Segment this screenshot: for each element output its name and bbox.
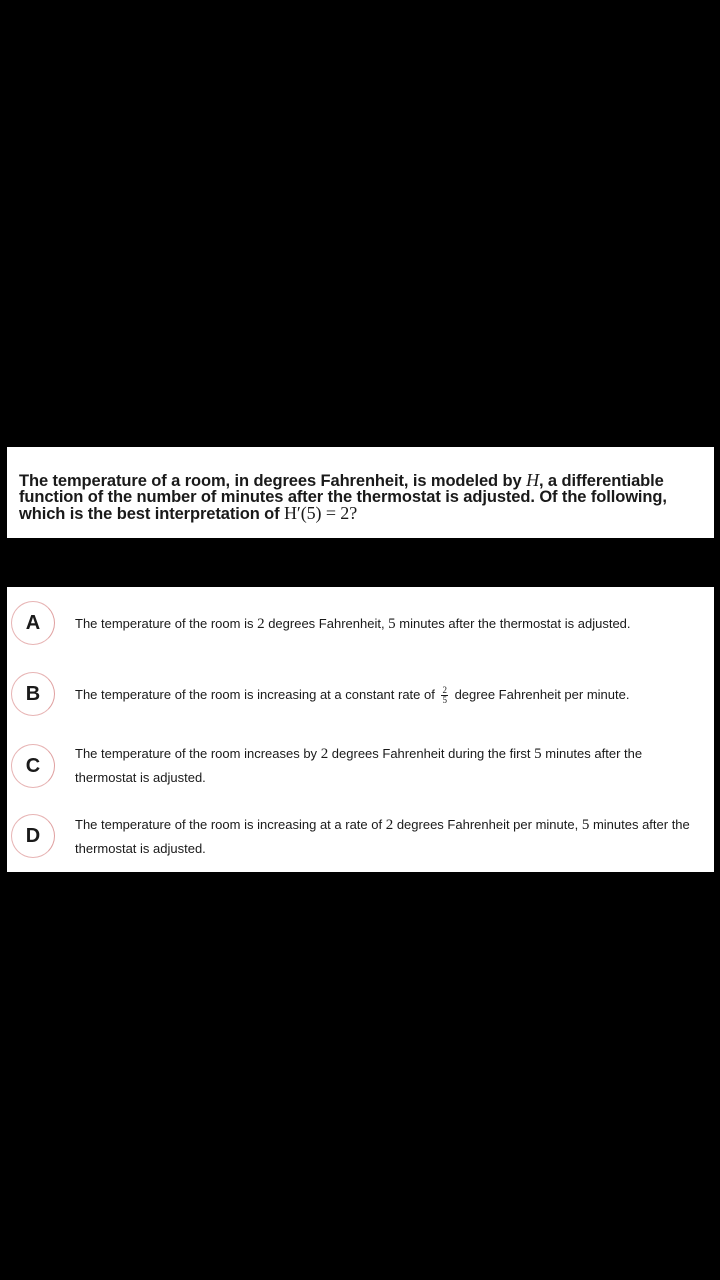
- choice-d-letter[interactable]: D: [11, 814, 55, 858]
- question-expression: H′(5) = 2: [284, 503, 350, 523]
- question-card: [7, 447, 714, 538]
- choice-d-text-2: degrees Fahrenheit per minute,: [393, 817, 582, 832]
- question-text: [19, 472, 702, 522]
- choice-a-text-3: minutes after the thermostat is adjusted.: [395, 616, 631, 631]
- choice-d-text-1: The temperature of the room is increasing at a rate of: [75, 817, 386, 832]
- choice-c-num-2: 5: [534, 746, 542, 762]
- choice-b-text: [75, 683, 706, 707]
- question-part-3: ?: [349, 503, 358, 523]
- choice-a-num-1: 2: [257, 616, 265, 632]
- choice-c-letter[interactable]: C: [11, 744, 55, 788]
- question-part-2: , a differentiable function of the number of minutes after the thermostat is adjusted. Of the following, which is the best interpretation of: [19, 472, 667, 523]
- choice-a-letter[interactable]: A: [11, 601, 55, 645]
- choice-a-text-1: The temperature of the room is: [75, 616, 258, 631]
- choice-a-text: [75, 612, 706, 636]
- choice-d-text-3: minutes after the thermostat is adjusted.: [75, 817, 690, 856]
- choice-c[interactable]: [7, 729, 714, 799]
- question-part-1: The temperature of a room, in degrees Fahrenheit, is modeled by: [19, 472, 527, 490]
- choice-c-text: [75, 742, 706, 790]
- choice-c-text-2: degrees Fahrenheit during the first: [328, 746, 535, 761]
- choice-d-num-1: 2: [385, 817, 394, 833]
- choice-c-num-1: 2: [320, 746, 329, 762]
- choice-d-text: [75, 813, 706, 861]
- choice-b[interactable]: [7, 659, 714, 729]
- choice-b-frac-den: 5: [442, 695, 447, 706]
- choice-b-fraction: [441, 686, 448, 705]
- choice-c-text-1: The temperature of the room increases by: [75, 746, 321, 761]
- choice-a[interactable]: [7, 587, 714, 659]
- choice-a-num-2: 5: [388, 616, 396, 632]
- choice-d[interactable]: [7, 799, 714, 872]
- question-var-h: H: [526, 470, 539, 490]
- choice-b-letter[interactable]: B: [11, 672, 55, 716]
- choice-b-frac-num: 2: [442, 685, 447, 696]
- choice-a-text-2: degrees Fahrenheit,: [264, 616, 389, 631]
- choice-b-text-2: degree Fahrenheit per minute.: [450, 687, 630, 702]
- choice-c-text-3: minutes after the thermostat is adjusted.: [75, 746, 643, 785]
- choice-d-num-2: 5: [581, 817, 590, 833]
- choice-b-text-1: The temperature of the room is increasing at a constant rate of: [75, 687, 439, 702]
- answer-choices: [7, 587, 714, 872]
